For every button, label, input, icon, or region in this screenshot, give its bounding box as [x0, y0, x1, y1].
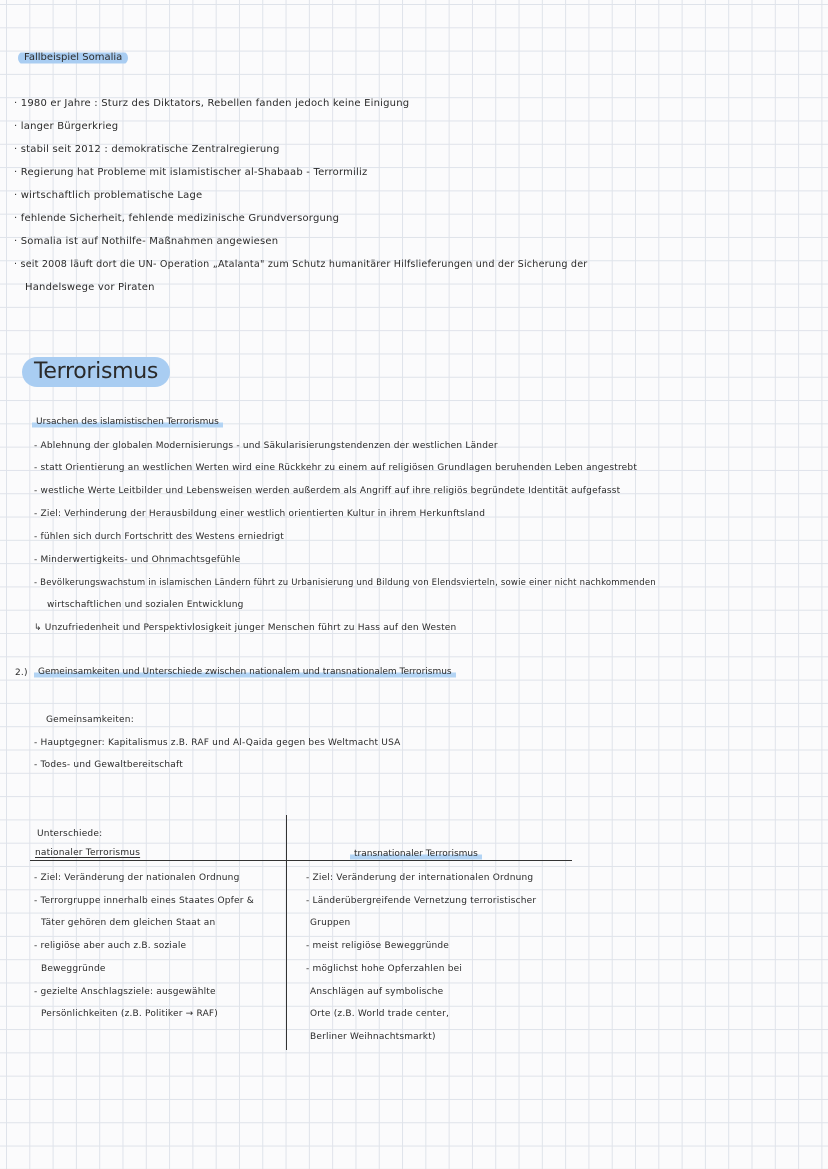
somalia-line: · 1980 er Jahre : Sturz des Diktators, Rebellen fanden jedoch keine Einigung [14, 98, 410, 109]
somalia-line: · stabil seit 2012 : demokratische Zentralregierung [14, 144, 280, 155]
somalia-line: · fehlende Sicherheit, fehlende medizinische Grundversorgung [14, 213, 340, 224]
national-line: Täter gehören dem gleichen Staat an [41, 918, 216, 928]
national-line: Beweggründe [41, 964, 106, 974]
national-line: - Terrorgruppe innerhalb eines Staates Opfer & [34, 896, 254, 906]
gemeinsam-line: - Hauptgegner: Kapitalismus z.B. RAF und Al-Qaida gegen bes Weltmacht USA [34, 738, 401, 748]
ursachen-line: - Ziel: Verhinderung der Herausbildung einer westlich orientierten Kultur in ihrem Herkunftsland [34, 509, 486, 519]
transnational-line: - möglichst hohe Opferzahlen bei [306, 964, 463, 974]
table-divider-vertical [286, 815, 287, 1050]
section2-title: Gemeinsamkeiten und Unterschiede zwischen nationalem und transnationalem Terrorismus [34, 666, 456, 678]
transnational-line: Orte (z.B. World trade center, [310, 1009, 450, 1019]
table-divider-horizontal [30, 860, 572, 861]
transnational-line: Berliner Weihnachtsmarkt) [310, 1032, 436, 1042]
terror-title: Terrorismus [22, 357, 170, 387]
somalia-line: · seit 2008 läuft dort die UN- Operation „Atalanta" zum Schutz humanitärer Hilfslieferungen und der Sicherung der [14, 259, 588, 270]
national-header: nationaler Terrorismus [35, 848, 141, 858]
ursachen-line: - statt Orientierung an westlichen Werten wird eine Rückkehr zu einem auf religiösen Grundlagen beruhenden Leben angestrebt [34, 463, 638, 473]
somalia-title: Fallbeispiel Somalia [18, 51, 128, 65]
ursachen-line: - Bevölkerungswachstum in islamischen Ländern führt zu Urbanisierung und Bildung von Elendsvierteln, sowie einer nicht nachkommenden [34, 578, 656, 588]
national-line: - religiöse aber auch z.B. soziale [34, 941, 187, 951]
transnational-line: Gruppen [310, 918, 351, 928]
transnational-line: Anschlägen auf symbolische [310, 987, 444, 997]
section-number: 2.) [15, 668, 28, 678]
transnational-header: transnationaler Terrorismus [350, 848, 482, 860]
ursachen-title: Ursachen des islamistischen Terrorismus [32, 416, 223, 428]
somalia-line: Handelswege vor Piraten [25, 282, 155, 293]
ursachen-line: wirtschaftlichen und sozialen Entwicklung [47, 600, 244, 610]
ursachen-line: ↳ Unzufriedenheit und Perspektivlosigkeit junger Menschen führt zu Hass auf den Westen [34, 623, 457, 633]
national-line: - gezielte Anschlagsziele: ausgewählte [34, 987, 216, 997]
gemeinsam-line: - Todes- und Gewaltbereitschaft [34, 760, 183, 770]
somalia-line: · Regierung hat Probleme mit islamistischer al-Shabaab - Terrormiliz [14, 167, 368, 178]
national-line: - Ziel: Veränderung der nationalen Ordnung [34, 873, 240, 883]
transnational-line: - Länderübergreifende Vernetzung terroristischer [306, 896, 537, 906]
unterschiede-title: Unterschiede: [37, 829, 103, 839]
somalia-line: · wirtschaftlich problematische Lage [14, 190, 203, 201]
ursachen-line: - Ablehnung der globalen Modernisierungs - und Säkularisierungstendenzen der westlichen Länder [34, 441, 498, 451]
ursachen-line: - westliche Werte Leitbilder und Lebensweisen werden außerdem als Angriff auf ihre religiös begründete Identität aufgefasst [34, 486, 621, 496]
somalia-line: · langer Bürgerkrieg [14, 121, 119, 132]
national-line: Persönlichkeiten (z.B. Politiker → RAF) [41, 1009, 219, 1019]
somalia-line: · Somalia ist auf Nothilfe- Maßnahmen angewiesen [14, 236, 279, 247]
transnational-line: - Ziel: Veränderung der internationalen Ordnung [306, 873, 534, 883]
transnational-line: - meist religiöse Beweggründe [306, 941, 450, 951]
gemeinsam-title: Gemeinsamkeiten: [46, 715, 134, 725]
ursachen-line: - fühlen sich durch Fortschritt des Westens erniedrigt [34, 532, 284, 542]
ursachen-line: - Minderwertigkeits- und Ohnmachtsgefühle [34, 555, 241, 565]
